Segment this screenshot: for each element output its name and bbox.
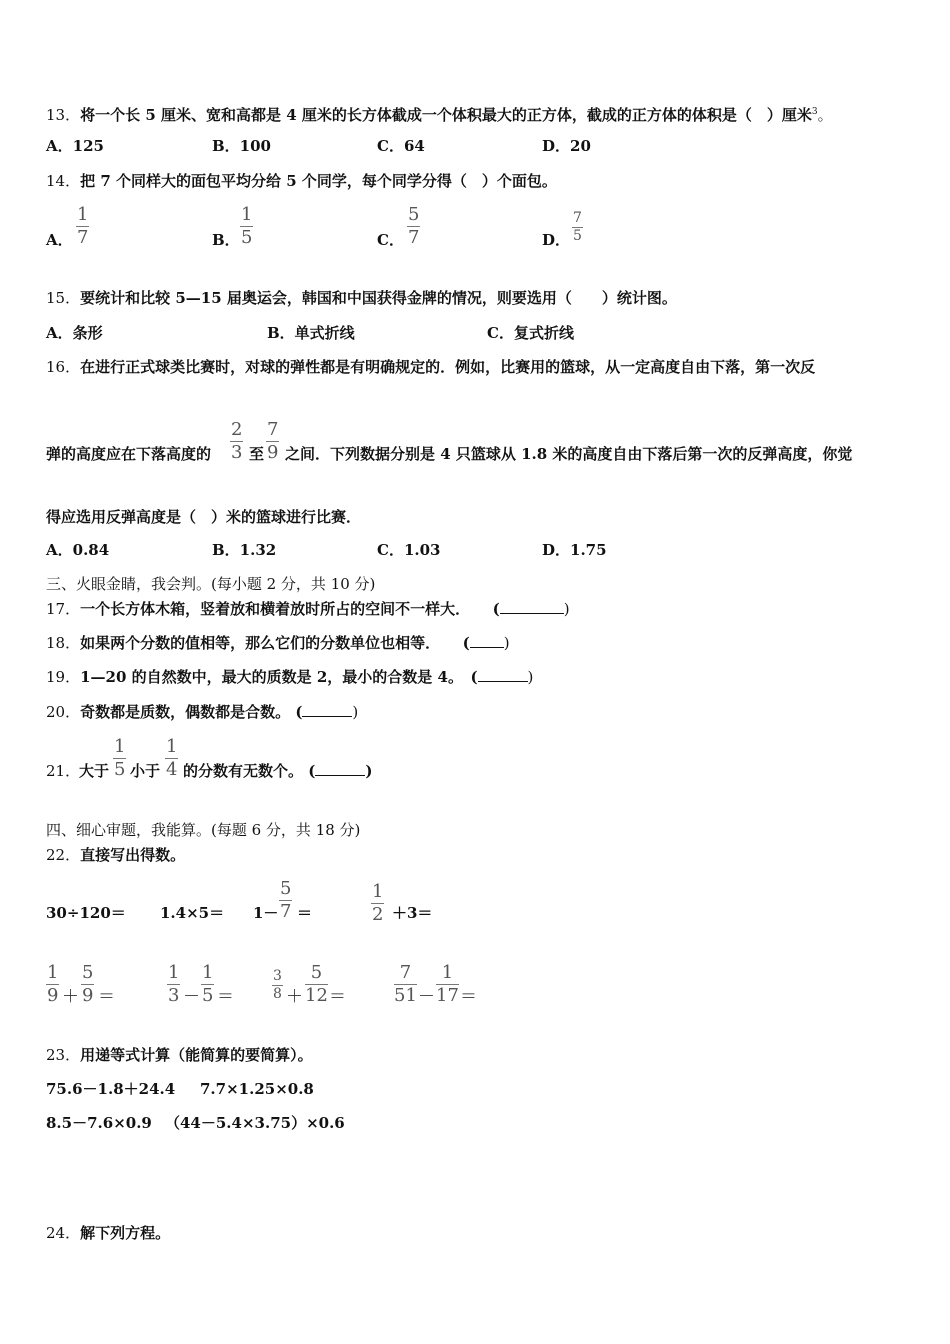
- q23-expr-3: 8.5－7.6×0.9: [46, 1114, 152, 1132]
- q16-line2-b: 至: [249, 445, 265, 463]
- q23-expr-2: 7.7×1.25×0.8: [200, 1080, 314, 1098]
- q22-text: 直接写出得数。: [80, 846, 186, 864]
- q23-stem: [46, 1045, 313, 1065]
- q21-text-a: 大于: [79, 762, 110, 780]
- q21-number: 21．: [46, 762, 81, 780]
- q22-r2-e2-op: －: [183, 987, 200, 1007]
- q16-number: 16．: [46, 358, 81, 376]
- q22-r2-e4-fraction-2: $\frac{1}{17}$: [436, 962, 459, 1006]
- q13-option-c: C．64: [377, 137, 425, 155]
- q24-text: 解下列方程。: [80, 1224, 171, 1242]
- q19-number: 19．: [46, 668, 81, 686]
- q13-unit-sup: 3: [811, 107, 818, 117]
- q22-expr-3-a: 1－: [253, 904, 279, 922]
- q16-line1: 在进行正式球类比赛时，对球的弹性都是有明确规定的．例如，比赛用的篮球，从一定高度自由下落，第一次反: [80, 358, 816, 376]
- q18-stem: [46, 633, 510, 653]
- q18-number: 18．: [46, 634, 81, 652]
- q21-fraction-1-4: $\frac{1}{4}$: [166, 736, 178, 780]
- section3-heading: 三、火眼金睛，我会判。(每小题 2 分，共 10 分): [46, 575, 376, 593]
- q22-r2-e4-eq: ＝: [460, 987, 477, 1007]
- q18-answer-blank[interactable]: [470, 633, 504, 648]
- q15-option-c: C．复式折线: [487, 324, 574, 342]
- q13-option-d: D．20: [542, 137, 591, 155]
- q14-label-c: C．: [377, 231, 404, 249]
- q21-fraction-1-5: $\frac{1}{5}$: [114, 736, 126, 780]
- q14-label-b: B．: [212, 231, 240, 249]
- q13-text: 将一个长 5 厘米、宽和高都是 4 厘米的长方体截成一个体积最大的正方体，截成的正方体的体积是（ ）厘米: [80, 106, 812, 124]
- q21-end: ): [365, 762, 373, 780]
- q16-option-a: A．0.84: [46, 541, 110, 559]
- q13-number: 13．: [46, 106, 81, 124]
- q22-r2-e2-eq: ＝: [217, 987, 234, 1007]
- q14-fraction-c: $\frac{5}{7}$: [408, 204, 420, 248]
- q24-stem: [46, 1223, 170, 1243]
- q14-fraction-d: $\frac{7}{5}$: [573, 210, 582, 244]
- q22-r2-e4-op: －: [418, 987, 435, 1007]
- q24-number: 24．: [46, 1224, 81, 1242]
- q22-r2-e1-fraction-1: $\frac{1}{9}$: [47, 962, 59, 1006]
- q16-line2-c: 之间．下列数据分别是 4 只篮球从 1.8 米的高度自由下落后第一次的反弹高度，你觉: [285, 445, 853, 463]
- q20-answer-blank[interactable]: [302, 702, 352, 717]
- q15-number: 15．: [46, 289, 81, 307]
- q14-text: 把 7 个同样大的面包平均分给 5 个同学，每个同学分得（ ）个面包。: [80, 172, 557, 190]
- q22-expr-2: 1.4×5＝: [160, 904, 225, 922]
- q21-text-c: [183, 761, 372, 781]
- q16-fraction-7-9: $\frac{7}{9}$: [267, 419, 279, 463]
- q13-option-a: A．125: [46, 137, 104, 155]
- q17-stem: [46, 599, 570, 619]
- q20-number: 20．: [46, 703, 81, 721]
- q22-r2-e1-op: ＋: [62, 987, 79, 1007]
- q14-label-d: D．: [542, 231, 571, 249]
- q15-stem: [46, 288, 677, 308]
- q22-r2-e1-eq: ＝: [98, 987, 115, 1007]
- q23-text: 用递等式计算（能简算的要简算）。: [80, 1046, 313, 1064]
- q22-r2-e3-op: ＋: [286, 987, 303, 1007]
- q16-option-b: B．1.32: [212, 541, 277, 559]
- q14-label-a: A．: [46, 231, 73, 249]
- q19-text: 1—20 的自然数中，最大的质数是 2，最小的合数是 4。 (: [80, 668, 478, 686]
- q23-number: 23．: [46, 1046, 81, 1064]
- q22-number: 22．: [46, 846, 81, 864]
- q15-text: 要统计和比较 5—15 届奥运会，韩国和中国获得金牌的情况，则要选用（ ）统计图。: [80, 289, 677, 307]
- q17-end: ): [563, 600, 570, 618]
- q13-stem: [46, 102, 833, 125]
- q22-expr-3-end: ＝: [297, 904, 313, 922]
- q19-answer-blank[interactable]: [478, 667, 528, 682]
- q21-text-b: 小于: [130, 762, 161, 780]
- q22-r2-e2-fraction-2: $\frac{1}{5}$: [202, 962, 214, 1006]
- q13-end: 。: [817, 106, 833, 124]
- q15-option-b: B．单式折线: [267, 324, 355, 342]
- q22-expr-1: 30÷120＝: [46, 904, 126, 922]
- q22-fraction-5-7: $\frac{5}{7}$: [280, 878, 292, 922]
- q14-fraction-b: $\frac{1}{5}$: [241, 204, 253, 248]
- q16-line2-a: 弹的高度应在下落高度的: [46, 445, 212, 463]
- q17-number: 17．: [46, 600, 81, 618]
- q23-expr-1: 75.6－1.8＋24.4: [46, 1080, 176, 1098]
- q19-end: ): [527, 668, 534, 686]
- q16-stem-line1: [46, 357, 815, 377]
- q22-r2-e4-fraction-1: $\frac{7}{51}$: [394, 962, 417, 1006]
- q19-stem: [46, 667, 533, 687]
- q20-end: ): [352, 703, 359, 721]
- q22-r2-e3-eq: ＝: [329, 987, 346, 1007]
- q14-number: 14．: [46, 172, 81, 190]
- q18-end: ): [503, 634, 510, 652]
- q22-r2-e3-fraction-2: $\frac{5}{12}$: [305, 962, 328, 1006]
- q13-option-b: B．100: [212, 137, 271, 155]
- q22-fraction-1-2: $\frac{1}{2}$: [372, 881, 384, 925]
- q22-stem: [46, 845, 185, 865]
- q17-answer-blank[interactable]: [500, 599, 564, 614]
- q16-option-d: D．1.75: [542, 541, 607, 559]
- q23-expr-4: （44－5.4×3.75）×0.6: [165, 1114, 345, 1132]
- q15-option-a: A．条形: [46, 324, 103, 342]
- q16-option-c: C．1.03: [377, 541, 441, 559]
- q22-expr-4-end: ＋3＝: [392, 904, 433, 922]
- q22-r2-e3-fraction-1: $\frac{3}{8}$: [273, 968, 282, 1002]
- q16-fraction-2-3: $\frac{2}{3}$: [231, 419, 243, 463]
- q22-r2-e1-fraction-2: $\frac{5}{9}$: [82, 962, 94, 1006]
- q21-text-c-body: 的分数有无数个。 (: [183, 762, 316, 780]
- q17-text: 一个长方体木箱，竖着放和横着放时所占的空间不一样大． (: [80, 600, 500, 618]
- q22-r2-e2-fraction-1: $\frac{1}{3}$: [168, 962, 180, 1006]
- q20-stem: [46, 702, 358, 722]
- q20-text: 奇数都是质数，偶数都是合数。 (: [80, 703, 303, 721]
- q21-answer-blank[interactable]: [315, 761, 365, 776]
- q16-line3: 得应选用反弹高度是（ ）米的篮球进行比赛．: [46, 508, 362, 526]
- q14-fraction-a: $\frac{1}{7}$: [77, 204, 89, 248]
- section4-heading: 四、细心审题，我能算。(每题 6 分，共 18 分): [46, 821, 361, 839]
- q18-text: 如果两个分数的值相等，那么它们的分数单位也相等． (: [80, 634, 470, 652]
- q14-stem: [46, 171, 557, 191]
